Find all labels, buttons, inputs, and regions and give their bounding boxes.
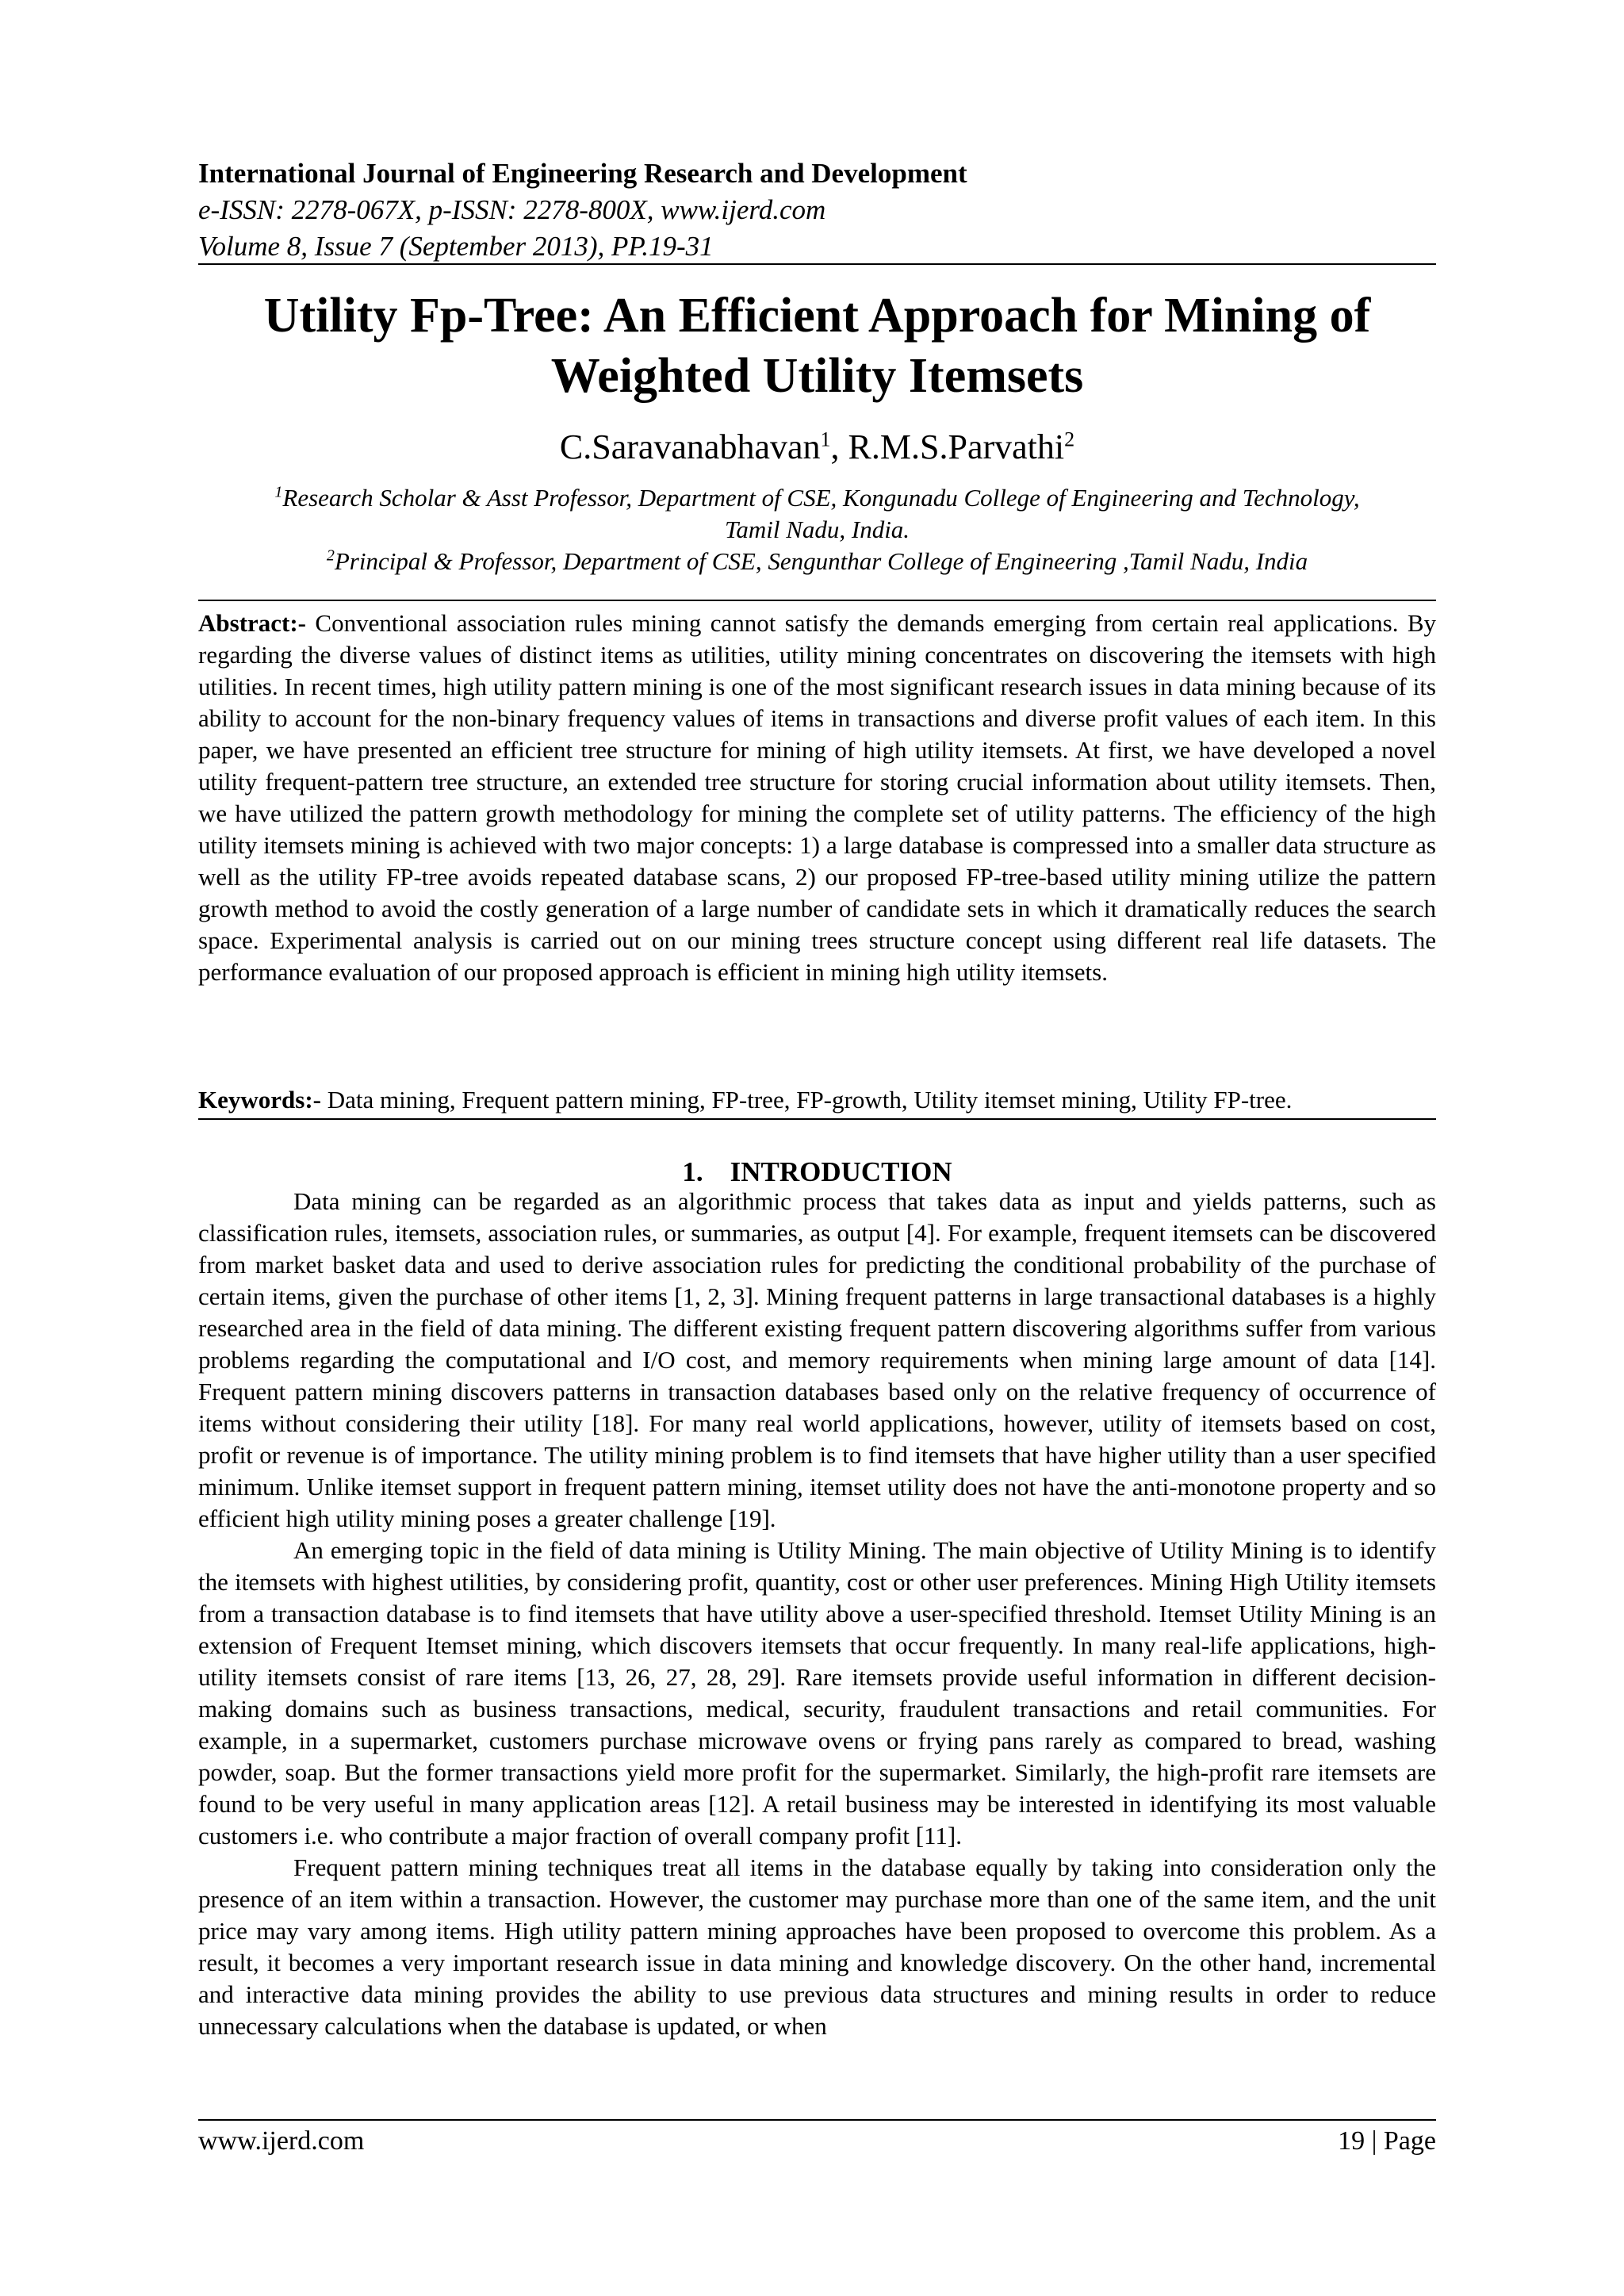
body-paragraph: An emerging topic in the field of data mining is Utility Mining. The main objective of Utility Mining is to identify the itemsets with highest utilities, by considering profit, quantity, cost or other user preferences. Mining High Utility itemsets from a transaction database is to find itemsets that have utility above a user-specified threshold. Itemset Utility Mining is an extension of Frequent Itemset mining, which discovers itemsets that occur frequently. In many real-life applications, high-utility itemsets consist of rare items [13, 26, 27, 28, 29]. Rare itemsets provide useful information in different decision-making domains such as business transactions, medical, security, fraudulent transactions and retail communities. For example, in a supermarket, customers purchase microwave ovens or frying pans rarely as compared to bread, washing powder, soap. But the former transactions yield more profit for the supermarket. Similarly, the high-profit rare itemsets are found to be very useful in many application areas [12]. A retail business may be interested in identifying its most valuable customers i.e. who contribute a major fraction of overall company profit [11].	[198, 1536, 1436, 1849]
keywords-label: Keywords:-	[198, 1086, 321, 1114]
journal-header	[198, 155, 1436, 265]
abstract-paragraph	[198, 608, 1436, 988]
affiliation-mark: 1	[274, 483, 283, 501]
affiliation-mark: 2	[326, 546, 335, 565]
author-affiliation-mark: 2	[1064, 427, 1075, 451]
introduction-body	[198, 1186, 1436, 2042]
affiliation-text: Tamil Nadu, India.	[724, 516, 910, 543]
affiliation-1	[198, 482, 1436, 546]
keywords-paragraph	[198, 1084, 1436, 1116]
paper-title-line2: Weighted Utility Itemsets	[550, 349, 1084, 403]
abstract-top-rule	[198, 600, 1436, 601]
paper-title-line1: Utility Fp-Tree: An Efficient Approach for Mining of	[263, 289, 1371, 343]
journal-name: International Journal of Engineering Research and Development	[198, 158, 967, 189]
author-list	[198, 425, 1436, 470]
keywords-text: Data mining, Frequent pattern mining, FP-tree, FP-growth, Utility itemset mining, Utility FP-tree.	[320, 1086, 1293, 1114]
section-number: 1.	[682, 1156, 703, 1187]
affiliation-2	[198, 546, 1436, 577]
paper-title	[198, 286, 1436, 406]
body-paragraph: Data mining can be regarded as an algorithmic process that takes data as input and yields patterns, such as classification rules, itemsets, association rules, or summaries, as output [4]. For example, frequent itemsets can be discovered from market basket data and used to derive association rules for predicting the conditional probability of the purchase of certain items, given the purchase of other items [1, 2, 3]. Mining frequent patterns in large transactional databases is a highly researched area in the field of data mining. The different existing frequent pattern discovering algorithms suffer from various problems regarding the computational and I/O cost, and memory requirements when mining large amount of data [14]. Frequent pattern mining discovers patterns in transaction databases based only on the relative frequency of occurrence of items without considering their utility [18]. For many real world applications, however, utility of itemsets based on cost, profit or revenue is of importance. The utility mining problem is to find itemsets that have higher utility than a user specified minimum. Unlike itemset support in frequent pattern mining, itemset utility does not have the anti-monotone property and so efficient high utility mining poses a greater challenge [19].	[198, 1187, 1436, 1532]
abstract-label: Abstract:-	[198, 609, 307, 637]
header-rule	[198, 263, 1436, 265]
journal-volume: Volume 8, Issue 7 (September 2013), PP.19-31	[198, 231, 714, 262]
author-name: C.Saravanabhavan	[559, 427, 821, 466]
keywords	[198, 1084, 1436, 1116]
affiliation-text: Principal & Professor, Department of CSE, Sengunthar College of Engineering ,Tamil Nadu, India	[334, 547, 1308, 575]
footer-rule	[198, 2119, 1436, 2121]
affiliation-text: Research Scholar & Asst Professor, Department of CSE, Kongunadu College of Engineering and Technology,	[282, 484, 1360, 512]
author-name: R.M.S.Parvathi	[848, 427, 1065, 466]
abstract	[198, 608, 1436, 988]
section-title: INTRODUCTION	[730, 1156, 952, 1187]
keywords-bottom-rule	[198, 1118, 1436, 1120]
abstract-text: Conventional association rules mining cannot satisfy the demands emerging from certain real applications. By regarding the diverse values of distinct items as utilities, utility mining concentrates on discovering the itemsets with high utilities. In recent times, high utility pattern mining is one of the most significant research issues in data mining because of its ability to account for the non-binary frequency values of items in transactions and diverse profit values of each item. In this paper, we have presented an efficient tree structure for mining of high utility itemsets. At first, we have developed a novel utility frequent-pattern tree structure, an extended tree structure for storing crucial information about utility itemsets. Then, we have utilized the pattern growth methodology for mining the complete set of utility patterns. The efficiency of the high utility itemsets mining is achieved with two major concepts: 1) a large database is compressed into a smaller data structure as well as the utility FP-tree avoids repeated database scans, 2) our proposed FP-tree-based utility mining utilize the pattern growth method to avoid the costly generation of a large number of candidate sets in which it dramatically reduces the search space. Experimental analysis is carried out on our mining trees structure concept using different real life datasets. The performance evaluation of our proposed approach is efficient in mining high utility itemsets.	[198, 609, 1436, 986]
journal-issn: e-ISSN: 2278-067X, p-ISSN: 2278-800X, www.ijerd.com	[198, 194, 826, 225]
body-paragraph: Frequent pattern mining techniques treat all items in the database equally by taking into consideration only the presence of an item within a transaction. However, the customer may purchase more than one of the same item, and the unit price may vary among items. High utility pattern mining approaches have been proposed to overcome this problem. As a result, it becomes a very important research issue in data mining and knowledge discovery. On the other hand, incremental and interactive data mining provides the ability to use previous data structures and mining results in order to reduce unnecessary calculations when the database is updated, or when	[198, 1853, 1436, 2040]
page-number: 19 | Page	[1338, 2126, 1436, 2156]
author-separator: ,	[830, 427, 848, 466]
author-affiliation-mark: 1	[820, 427, 831, 451]
footer-url: www.ijerd.com	[198, 2126, 365, 2156]
